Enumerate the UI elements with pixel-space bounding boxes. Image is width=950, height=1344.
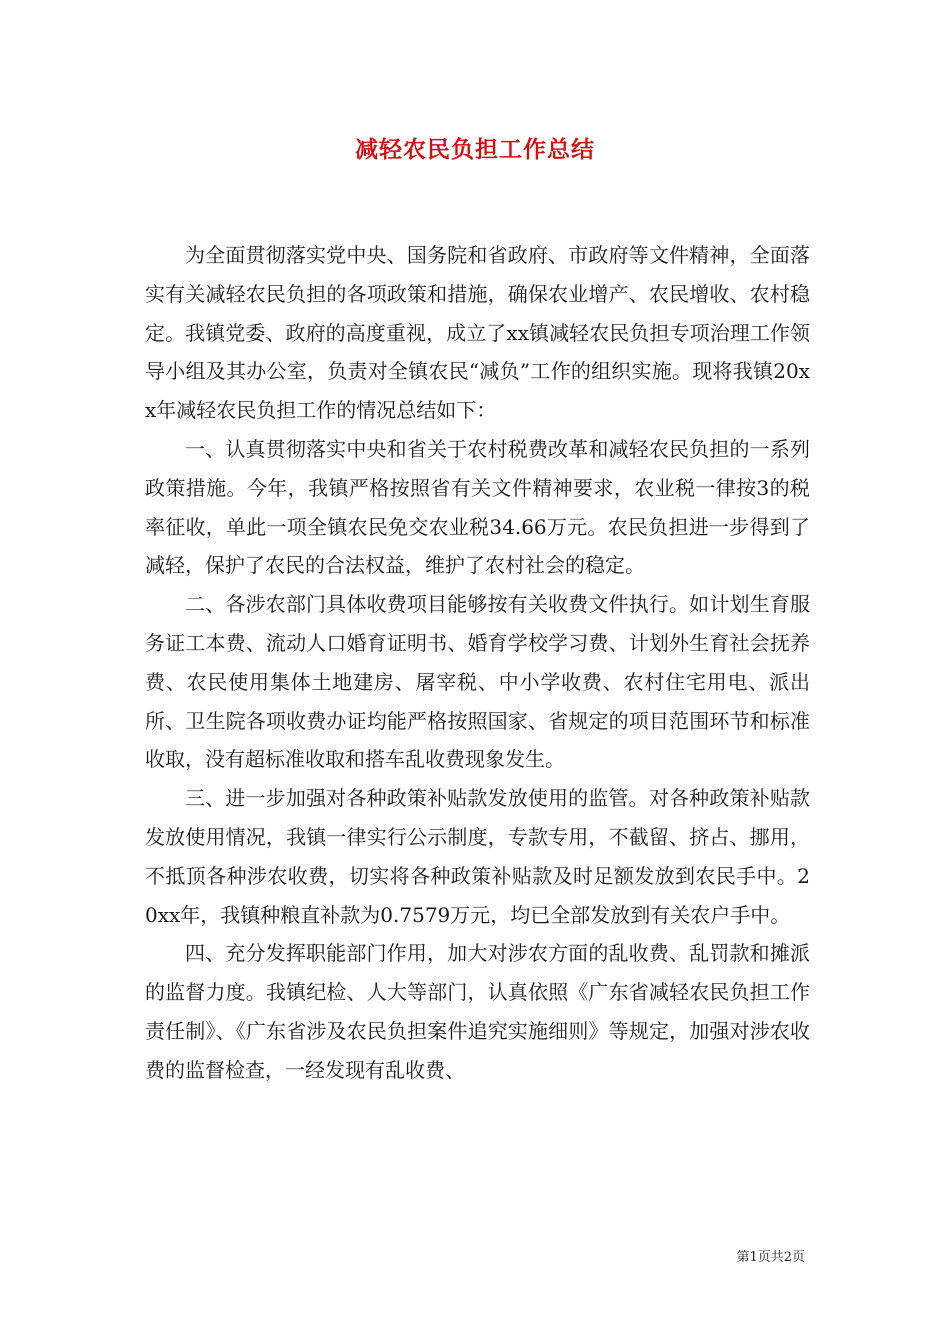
paragraph-section-2: 二、各涉农部门具体收费项目能够按有关收费文件执行。如计划生育服务证工本费、流动人口婚育证明书、婚育学校学习费、计划外生育社会抚养费、农民使用集体土地建房、屠宰税、中小学收费、农村住宅用电、派出所、卫生院各项收费办证均能严格按照国家、省规定的项目范围环节和标准收取，没有超标准收取和搭车乱收费现象发生。 bbox=[145, 592, 810, 772]
page-number: 第1页共2页 bbox=[736, 1250, 805, 1265]
document-body bbox=[145, 236, 810, 1090]
paragraph-section-4: 四、充分发挥职能部门作用，加大对涉农方面的乱收费、乱罚款和摊派的监督力度。我镇纪检、人大等部门，认真依照《广东省减轻农民负担工作责任制》、《广东省涉及农民负担案件追究实施细则》等规定，加强对涉农收费的监督检查，一经发现有乱收费、 bbox=[145, 941, 810, 1082]
paragraph-intro: 为全面贯彻落实党中央、国务院和省政府、市政府等文件精神，全面落实有关减轻农民负担的各项政策和措施，确保农业增产、农民增收、农村稳定。我镇党委、政府的高度重视，成立了xx镇减轻农民负担专项治理工作领导小组及其办公室，负责对全镇农民“减负”工作的组织实施。现将我镇20xx年减轻农民负担工作的情况总结如下： bbox=[145, 243, 810, 423]
document-title: 减轻农民负担工作总结 bbox=[355, 136, 595, 163]
paragraph-section-1: 一、认真贯彻落实中央和省关于农村税费改革和减轻农民负担的一系列政策措施。今年，我镇严格按照省有关文件精神要求，农业税一律按3的税率征收，单此一项全镇农民免交农业税34.66万元。农民负担进一步得到了减轻，保护了农民的合法权益，维护了农村社会的稳定。 bbox=[145, 436, 810, 578]
paragraph-section-3: 三、进一步加强对各种政策补贴款发放使用的监管。对各种政策补贴款发放使用情况，我镇一律实行公示制度，专款专用，不截留、挤占、挪用，不抵顶各种涉农收费，切实将各种政策补贴款及时足额发放到农民手中。20xx年，我镇种粮直补款为0.7579万元，均已全部发放到有关农户手中。 bbox=[145, 786, 810, 927]
